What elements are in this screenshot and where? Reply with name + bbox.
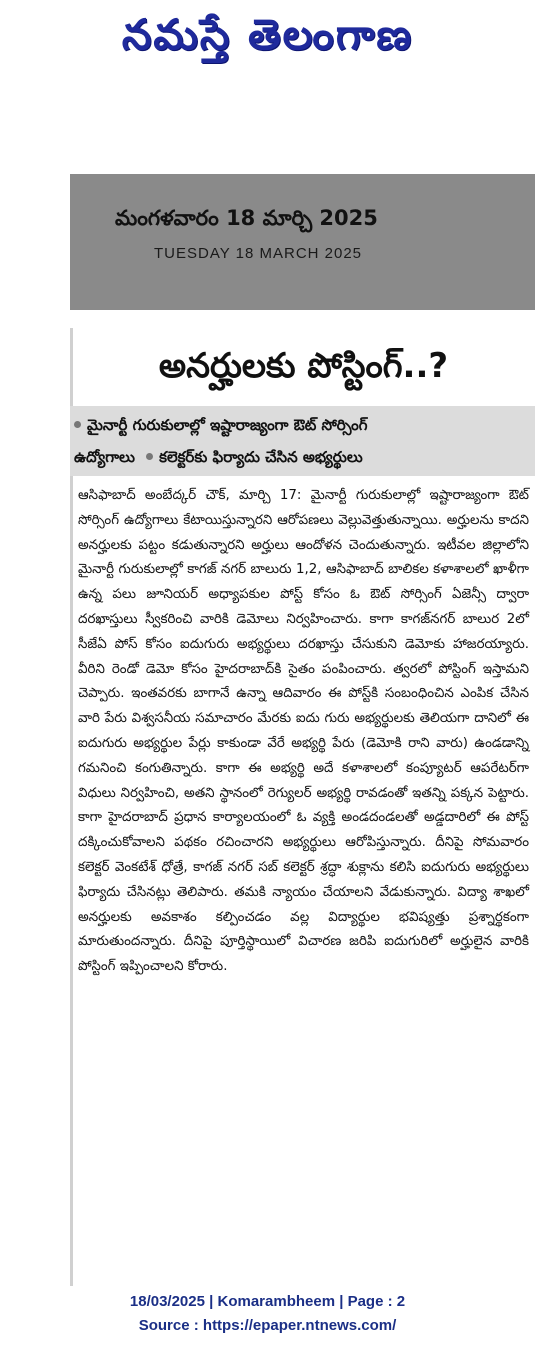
subhead-text-2b: కలెక్టర్‌కు ఫిర్యాదు చేసిన అభ్యర్థులు (159, 448, 363, 466)
footer-edition-info: 18/03/2025 | Komarambheem | Page : 2 (129, 1293, 406, 1310)
article-body-paragraph: ఆసిఫాబాద్ అంబేద్కర్ చౌక్, మార్చి 17: మైనార్టీ గురుకులాల్లో ఇష్టారాజ్యంగా ఔట్ సోర్సింగ్ ఉద్యోగాలు కేటాయిస్తున్నారని ఆరోపణలు వెల్లువెత్తుతున్నాయి. అర్హులను కాదని అనర్హులకు పట్టం కడుతున్నారని అర్హులు ఆందోళన చెందుతున్నారు. ఇటీవల జిల్లాలోని మైనార్టీ గురుకులాల్లో కాగజ్ నగర్ బాలురు 1,2, ఆసిఫాబాద్ బాలికల కళాశాలలో ఖాళీగా ఉన్న పలు జూనియర్ అధ్యాపకుల పోస్ట్ కోసం ఓ ఔట్ సోర్సింగ్ ఏజెన్సీ ద్వారా దరఖాస్తులు స్వీకరించి వారికి డెమోలు నిర్వహించారు. కాగా కాగజ్‌నగర్ బాలుర 2లో సీజేఏ పోస్ కోసం ఐదుగురు అభ్యర్థులు దరఖాస్తు చేసుకుని డెమోకు హాజరయ్యారు. వీరిని రెండో డెమో కోసం హైదరాబాద్‌కి సైతం పంపించారు. త్వరలో పోస్టింగ్ ఇస్తామని చెప్పారు. ఇంతవరకు బాగానే ఉన్నా ఆదివారం ఈ పోస్ట్‌కి సంబంధించిన ఎంపిక చేసిన వారి పేరు విశ్వసనీయ సమాచారం మేరకు ఐదు గురు అభ్యర్థులకు తెలియగా దానిలో ఈ ఐదుగురు అభ్యర్థుల పేర్లు కాకుండా వేరే అభ్యర్థి పేరు (డెమోకి రాని వారు) ఉండడాన్ని గమనించి కంగుతిన్నారు. కాగా ఈ అభ్యర్థి అదే కళాశాలలో కంప్యూటర్ ఆపరేటర్‌గా విధులు నిర్వహించి, అతని స్థానంలో రెగ్యులర్ అభ్యర్థి రావడంతో ఇతన్ని పక్కన పెట్టారు. కాగా హైదరాబాద్ ప్రధాన కార్యాలయంలో ఓ వ్యక్తి అండదండలతో అడ్డదారిలో ఈ పోస్ట్ దక్కించుకోవాలని పథకం రచించారని అభ్యర్థులు ఆరోపిస్తున్నారు. దీనిపై సోమవారం కలెక్టర్ వెంకటేశ్ ధోత్రే, కాగజ్ నగర్ సబ్ కలెక్టర్ శ్రద్ధా శుక్లాను కలిసి ఐదుగురు అభ్యర్థులు ఫిర్యాదు చేసినట్లు తెలిపారు. తమకి న్యాయం చేయాలని వేడుకున్నారు. విద్యా శాఖలో అనర్హులకు అవకాశం కల్పించడం వల్ల విద్యార్థుల భవిష్యత్తు ప్రశ్నార్థకంగా మారుతుందన్నారు. దీనిపై పూర్తిస్థాయిలో విచారణ జరిపి ఐదుగురిలో అర్హులైన వారికి పోస్టింగ్ ఇప్పించాలని కోరారు. (78, 488, 529, 975)
bullet-icon (146, 453, 153, 460)
article-headline: అనర్హులకు పోస్టింగ్..? (158, 346, 449, 386)
article-body (78, 484, 529, 980)
subhead-line-1 (74, 416, 367, 438)
date-band (70, 174, 535, 310)
subhead-text-2a: ఉద్యోగాలు (74, 448, 135, 466)
newspaper-logo-title: నమస్తే తెలంగాణ (121, 10, 414, 59)
date-telugu: మంగళవారం 18 మార్చి 2025 (115, 206, 378, 230)
subhead-line-2 (74, 448, 363, 470)
article-subhead (70, 406, 535, 476)
subhead-text-1: మైనార్టీ గురుకులాల్లో ఇష్టారాజ్యంగా ఔట్ సోర్సింగ్ (87, 416, 368, 434)
masthead (0, 0, 535, 90)
bullet-icon (74, 421, 81, 428)
article (70, 328, 535, 1286)
date-english: TUESDAY 18 MARCH 2025 (154, 245, 363, 262)
page-footer (0, 1290, 535, 1338)
footer-source-link[interactable]: Source : https://epaper.ntnews.com/ (138, 1317, 397, 1334)
